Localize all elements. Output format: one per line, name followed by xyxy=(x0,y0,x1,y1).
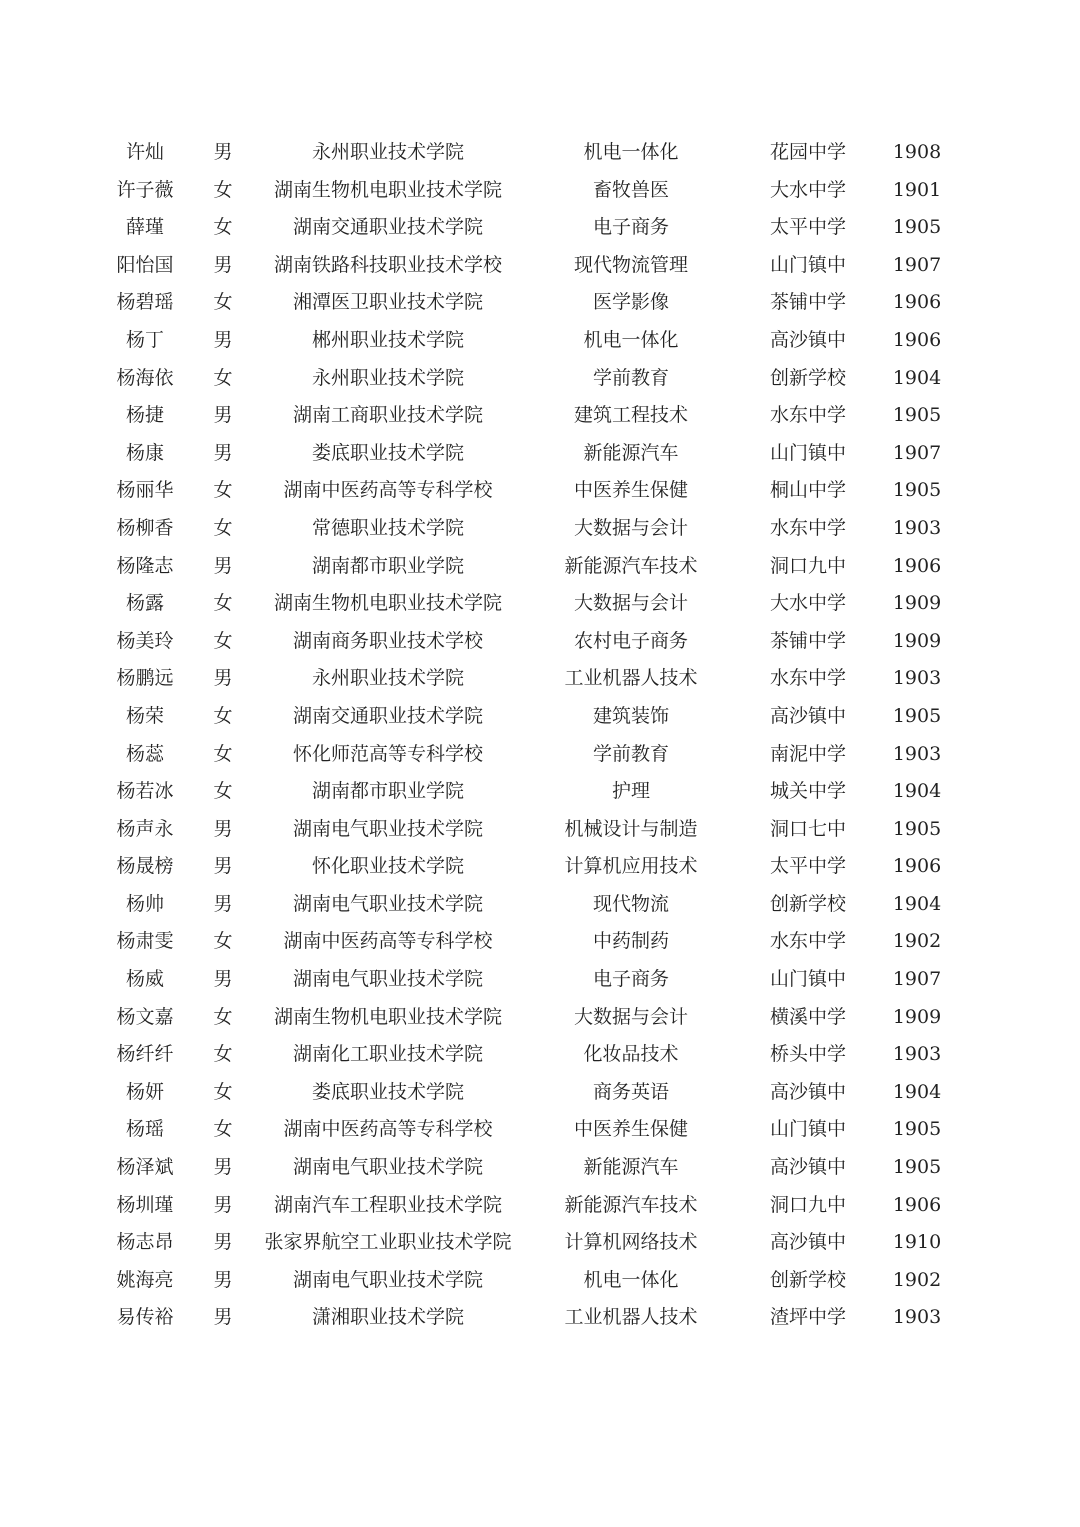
major-cell: 学前教育 xyxy=(592,742,670,765)
college-cell: 郴州职业技术学院 xyxy=(311,328,465,351)
class-cell: 1907 xyxy=(892,441,942,464)
major-cell: 大数据与会计 xyxy=(573,516,689,539)
college-cell: 湖南中医药高等专科学校 xyxy=(283,930,493,953)
table-row xyxy=(0,247,1080,285)
table-row xyxy=(0,1036,1080,1074)
college-cell: 湖南电气职业技术学院 xyxy=(292,817,484,840)
student-name-cell: 薛瑾 xyxy=(125,216,165,239)
major-cell: 医学影像 xyxy=(592,291,670,314)
major-cell: 护理 xyxy=(611,780,651,803)
college-cell: 湖南都市职业学院 xyxy=(311,554,465,577)
class-cell: 1909 xyxy=(892,629,942,652)
student-name-cell: 杨泽斌 xyxy=(116,1156,174,1179)
middle-school-cell: 洞口九中 xyxy=(769,1193,847,1216)
gender-cell: 女 xyxy=(213,930,233,953)
college-cell: 湖南交通职业技术学院 xyxy=(292,216,484,239)
major-cell: 工业机器人技术 xyxy=(564,667,698,690)
major-cell: 计算机网络技术 xyxy=(564,1231,698,1254)
class-cell: 1903 xyxy=(892,1043,942,1066)
college-cell: 湖南工商职业技术学院 xyxy=(292,404,484,427)
class-cell: 1909 xyxy=(892,1005,942,1028)
gender-cell: 女 xyxy=(213,1080,233,1103)
gender-cell: 男 xyxy=(213,1193,233,1216)
class-cell: 1905 xyxy=(892,216,942,239)
class-cell: 1906 xyxy=(892,855,942,878)
middle-school-cell: 茶铺中学 xyxy=(769,629,847,652)
class-cell: 1903 xyxy=(892,516,942,539)
student-name-cell: 杨晟榜 xyxy=(116,855,174,878)
student-name-cell: 杨妍 xyxy=(125,1080,165,1103)
student-name-cell: 杨丁 xyxy=(125,328,165,351)
gender-cell: 男 xyxy=(213,1306,233,1329)
student-name-cell: 杨康 xyxy=(125,441,165,464)
middle-school-cell: 大水中学 xyxy=(769,592,847,615)
college-cell: 湘潭医卫职业技术学院 xyxy=(292,291,484,314)
student-name-cell: 杨瑶 xyxy=(125,1118,165,1141)
major-cell: 中医养生保健 xyxy=(573,479,689,502)
table-row xyxy=(0,736,1080,774)
class-cell: 1909 xyxy=(892,592,942,615)
gender-cell: 男 xyxy=(213,1231,233,1254)
middle-school-cell: 水东中学 xyxy=(769,667,847,690)
college-cell: 娄底职业技术学院 xyxy=(311,1080,465,1103)
class-cell: 1902 xyxy=(892,930,942,953)
college-cell: 湖南汽车工程职业技术学院 xyxy=(273,1193,503,1216)
middle-school-cell: 城关中学 xyxy=(769,780,847,803)
middle-school-cell: 创新学校 xyxy=(769,892,847,915)
student-name-cell: 许子薇 xyxy=(116,178,174,201)
gender-cell: 男 xyxy=(213,892,233,915)
college-cell: 湖南电气职业技术学院 xyxy=(292,1156,484,1179)
major-cell: 新能源汽车 xyxy=(583,441,679,464)
table-row xyxy=(0,811,1080,849)
table-row xyxy=(0,1299,1080,1337)
middle-school-cell: 横溪中学 xyxy=(769,1005,847,1028)
college-cell: 娄底职业技术学院 xyxy=(311,441,465,464)
gender-cell: 女 xyxy=(213,780,233,803)
college-cell: 湖南化工职业技术学院 xyxy=(292,1043,484,1066)
gender-cell: 女 xyxy=(213,742,233,765)
college-cell: 张家界航空工业职业技术学院 xyxy=(264,1231,512,1254)
middle-school-cell: 洞口七中 xyxy=(769,817,847,840)
table-row xyxy=(0,961,1080,999)
class-cell: 1910 xyxy=(892,1231,942,1254)
major-cell: 中医养生保健 xyxy=(573,1118,689,1141)
middle-school-cell: 桐山中学 xyxy=(769,479,847,502)
student-name-cell: 杨帅 xyxy=(125,892,165,915)
student-name-cell: 杨露 xyxy=(125,592,165,615)
class-cell: 1906 xyxy=(892,291,942,314)
gender-cell: 女 xyxy=(213,1043,233,1066)
student-name-cell: 姚海亮 xyxy=(116,1268,174,1291)
college-cell: 湖南中医药高等专科学校 xyxy=(283,479,493,502)
college-cell: 湖南生物机电职业技术学院 xyxy=(273,178,503,201)
class-cell: 1903 xyxy=(892,667,942,690)
gender-cell: 男 xyxy=(213,1156,233,1179)
gender-cell: 男 xyxy=(213,328,233,351)
class-cell: 1904 xyxy=(892,780,942,803)
table-row xyxy=(0,397,1080,435)
middle-school-cell: 山门镇中 xyxy=(769,968,847,991)
middle-school-cell: 创新学校 xyxy=(769,1268,847,1291)
class-cell: 1905 xyxy=(892,704,942,727)
middle-school-cell: 花园中学 xyxy=(769,141,847,163)
table-row xyxy=(0,322,1080,360)
gender-cell: 男 xyxy=(213,141,233,163)
middle-school-cell: 桥头中学 xyxy=(769,1043,847,1066)
gender-cell: 男 xyxy=(213,404,233,427)
college-cell: 怀化师范高等专科学校 xyxy=(292,742,484,765)
gender-cell: 女 xyxy=(213,1005,233,1028)
gender-cell: 男 xyxy=(213,855,233,878)
table-row xyxy=(0,585,1080,623)
student-name-cell: 杨柳香 xyxy=(116,516,174,539)
gender-cell: 女 xyxy=(213,592,233,615)
student-name-cell: 杨碧瑶 xyxy=(116,291,174,314)
major-cell: 机械设计与制造 xyxy=(564,817,698,840)
table-row xyxy=(0,848,1080,886)
student-name-cell: 杨鹏远 xyxy=(116,667,174,690)
class-cell: 1902 xyxy=(892,1268,942,1291)
gender-cell: 男 xyxy=(213,1268,233,1291)
major-cell: 现代物流管理 xyxy=(573,253,689,276)
class-cell: 1904 xyxy=(892,366,942,389)
college-cell: 永州职业技术学院 xyxy=(311,667,465,690)
gender-cell: 女 xyxy=(213,516,233,539)
table-row xyxy=(0,510,1080,548)
middle-school-cell: 山门镇中 xyxy=(769,253,847,276)
class-cell: 1905 xyxy=(892,817,942,840)
table-row xyxy=(0,435,1080,473)
gender-cell: 男 xyxy=(213,554,233,577)
table-row xyxy=(0,284,1080,322)
gender-cell: 男 xyxy=(213,253,233,276)
class-cell: 1908 xyxy=(892,141,942,163)
college-cell: 湖南都市职业学院 xyxy=(311,780,465,803)
class-cell: 1905 xyxy=(892,404,942,427)
table-row xyxy=(0,134,1080,172)
table-row xyxy=(0,773,1080,811)
student-name-cell: 杨声永 xyxy=(116,817,174,840)
college-cell: 湖南生物机电职业技术学院 xyxy=(273,592,503,615)
middle-school-cell: 创新学校 xyxy=(769,366,847,389)
student-name-cell: 杨丽华 xyxy=(116,479,174,502)
student-name-cell: 杨志昂 xyxy=(116,1231,174,1254)
table-row xyxy=(0,548,1080,586)
major-cell: 大数据与会计 xyxy=(573,1005,689,1028)
class-cell: 1905 xyxy=(892,1156,942,1179)
major-cell: 建筑工程技术 xyxy=(573,404,689,427)
table-row xyxy=(0,1149,1080,1187)
major-cell: 机电一体化 xyxy=(583,328,679,351)
middle-school-cell: 山门镇中 xyxy=(769,441,847,464)
major-cell: 电子商务 xyxy=(592,968,670,991)
college-cell: 湖南电气职业技术学院 xyxy=(292,892,484,915)
major-cell: 电子商务 xyxy=(592,216,670,239)
college-cell: 永州职业技术学院 xyxy=(311,141,465,163)
middle-school-cell: 水东中学 xyxy=(769,930,847,953)
middle-school-cell: 水东中学 xyxy=(769,404,847,427)
gender-cell: 男 xyxy=(213,817,233,840)
table-row xyxy=(0,472,1080,510)
table-row xyxy=(0,1187,1080,1225)
student-list-table xyxy=(0,134,1080,1337)
student-name-cell: 杨肃雯 xyxy=(116,930,174,953)
college-cell: 湖南电气职业技术学院 xyxy=(292,1268,484,1291)
gender-cell: 女 xyxy=(213,1118,233,1141)
major-cell: 新能源汽车技术 xyxy=(564,1193,698,1216)
middle-school-cell: 太平中学 xyxy=(769,216,847,239)
gender-cell: 女 xyxy=(213,366,233,389)
gender-cell: 女 xyxy=(213,704,233,727)
college-cell: 湖南交通职业技术学院 xyxy=(292,704,484,727)
college-cell: 湖南生物机电职业技术学院 xyxy=(273,1005,503,1028)
class-cell: 1905 xyxy=(892,479,942,502)
major-cell: 畜牧兽医 xyxy=(592,178,670,201)
major-cell: 新能源汽车 xyxy=(583,1156,679,1179)
table-row xyxy=(0,209,1080,247)
table-row xyxy=(0,1224,1080,1262)
major-cell: 化妆品技术 xyxy=(583,1043,679,1066)
table-row xyxy=(0,698,1080,736)
student-name-cell: 许灿 xyxy=(125,141,165,163)
student-name-cell: 阳怡国 xyxy=(116,253,174,276)
middle-school-cell: 高沙镇中 xyxy=(769,1156,847,1179)
college-cell: 常德职业技术学院 xyxy=(311,516,465,539)
middle-school-cell: 高沙镇中 xyxy=(769,1080,847,1103)
class-cell: 1903 xyxy=(892,1306,942,1329)
table-row xyxy=(0,1074,1080,1112)
student-name-cell: 杨捷 xyxy=(125,404,165,427)
middle-school-cell: 高沙镇中 xyxy=(769,1231,847,1254)
class-cell: 1904 xyxy=(892,892,942,915)
class-cell: 1905 xyxy=(892,1118,942,1141)
student-name-cell: 杨圳瑾 xyxy=(116,1193,174,1216)
table-row xyxy=(0,886,1080,924)
middle-school-cell: 大水中学 xyxy=(769,178,847,201)
class-cell: 1904 xyxy=(892,1080,942,1103)
class-cell: 1906 xyxy=(892,328,942,351)
college-cell: 怀化职业技术学院 xyxy=(311,855,465,878)
table-row xyxy=(0,923,1080,961)
middle-school-cell: 水东中学 xyxy=(769,516,847,539)
student-name-cell: 杨若冰 xyxy=(116,780,174,803)
gender-cell: 女 xyxy=(213,479,233,502)
middle-school-cell: 洞口九中 xyxy=(769,554,847,577)
gender-cell: 男 xyxy=(213,667,233,690)
gender-cell: 女 xyxy=(213,178,233,201)
student-name-cell: 杨蕊 xyxy=(125,742,165,765)
major-cell: 新能源汽车技术 xyxy=(564,554,698,577)
major-cell: 中药制药 xyxy=(592,930,670,953)
table-row xyxy=(0,1111,1080,1149)
class-cell: 1906 xyxy=(892,1193,942,1216)
middle-school-cell: 茶铺中学 xyxy=(769,291,847,314)
class-cell: 1903 xyxy=(892,742,942,765)
major-cell: 大数据与会计 xyxy=(573,592,689,615)
major-cell: 机电一体化 xyxy=(583,141,679,163)
middle-school-cell: 高沙镇中 xyxy=(769,704,847,727)
major-cell: 建筑装饰 xyxy=(592,704,670,727)
college-cell: 湖南电气职业技术学院 xyxy=(292,968,484,991)
middle-school-cell: 山门镇中 xyxy=(769,1118,847,1141)
major-cell: 学前教育 xyxy=(592,366,670,389)
major-cell: 计算机应用技术 xyxy=(564,855,698,878)
major-cell: 工业机器人技术 xyxy=(564,1306,698,1329)
middle-school-cell: 南泥中学 xyxy=(769,742,847,765)
student-name-cell: 杨文嘉 xyxy=(116,1005,174,1028)
student-name-cell: 易传裕 xyxy=(116,1306,174,1329)
table-row xyxy=(0,999,1080,1037)
major-cell: 现代物流 xyxy=(592,892,670,915)
major-cell: 机电一体化 xyxy=(583,1268,679,1291)
class-cell: 1901 xyxy=(892,178,942,201)
gender-cell: 男 xyxy=(213,968,233,991)
middle-school-cell: 渣坪中学 xyxy=(769,1306,847,1329)
table-row xyxy=(0,360,1080,398)
student-name-cell: 杨荣 xyxy=(125,704,165,727)
gender-cell: 男 xyxy=(213,441,233,464)
class-cell: 1907 xyxy=(892,968,942,991)
college-cell: 永州职业技术学院 xyxy=(311,366,465,389)
middle-school-cell: 太平中学 xyxy=(769,855,847,878)
major-cell: 农村电子商务 xyxy=(573,629,689,652)
table-row xyxy=(0,660,1080,698)
student-name-cell: 杨隆志 xyxy=(116,554,174,577)
college-cell: 湖南铁路科技职业技术学校 xyxy=(273,253,503,276)
college-cell: 湖南中医药高等专科学校 xyxy=(283,1118,493,1141)
college-cell: 湖南商务职业技术学校 xyxy=(292,629,484,652)
table-row xyxy=(0,623,1080,661)
student-name-cell: 杨纤纤 xyxy=(116,1043,174,1066)
major-cell: 商务英语 xyxy=(592,1080,670,1103)
middle-school-cell: 高沙镇中 xyxy=(769,328,847,351)
college-cell: 潇湘职业技术学院 xyxy=(311,1306,465,1329)
gender-cell: 女 xyxy=(213,629,233,652)
class-cell: 1907 xyxy=(892,253,942,276)
gender-cell: 女 xyxy=(213,291,233,314)
student-name-cell: 杨威 xyxy=(125,968,165,991)
gender-cell: 女 xyxy=(213,216,233,239)
student-name-cell: 杨美玲 xyxy=(116,629,174,652)
table-row xyxy=(0,172,1080,210)
class-cell: 1906 xyxy=(892,554,942,577)
table-row xyxy=(0,1262,1080,1300)
student-name-cell: 杨海依 xyxy=(116,366,174,389)
